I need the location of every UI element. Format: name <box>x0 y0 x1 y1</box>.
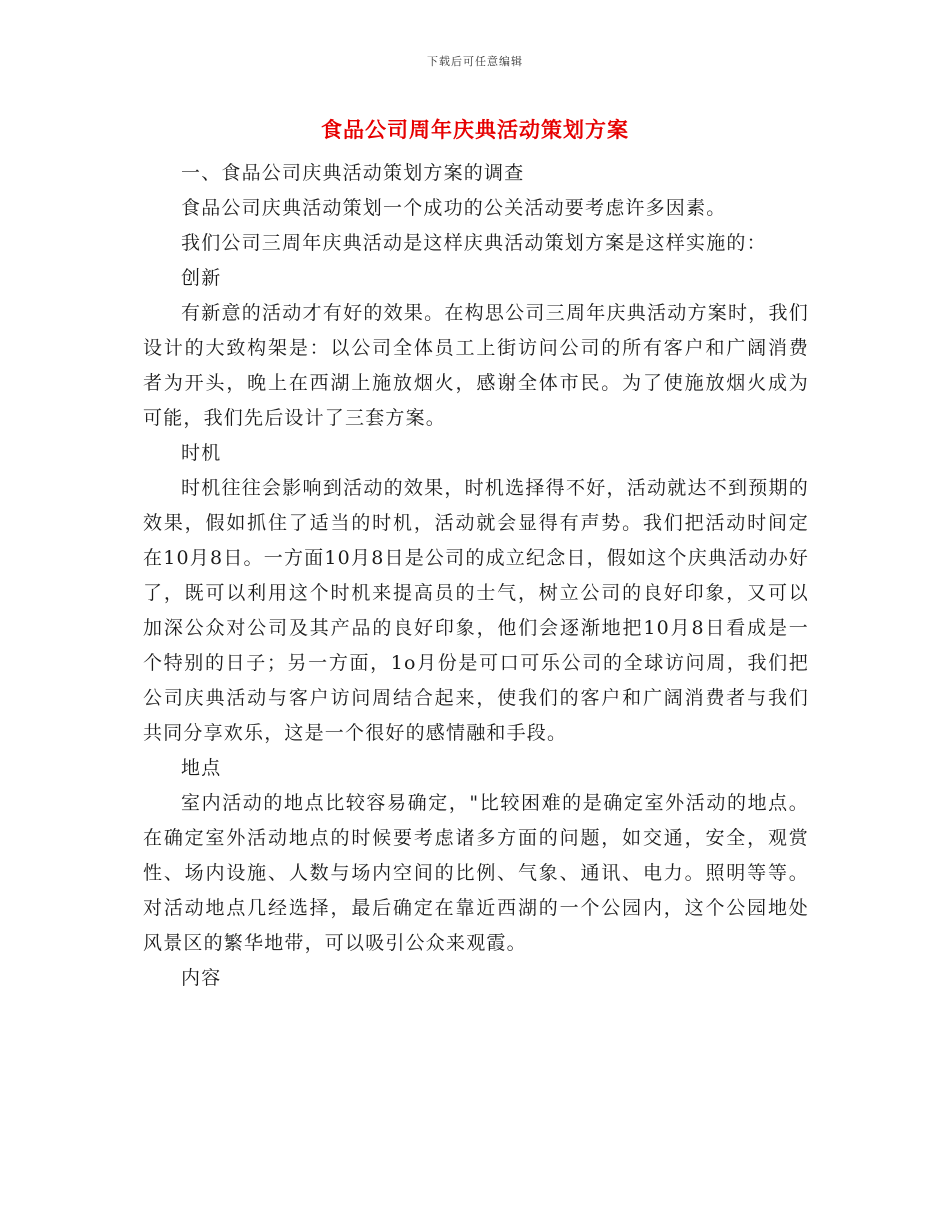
section-heading-survey: 一、食品公司庆典活动策划方案的调查 <box>181 162 525 184</box>
document-body <box>143 156 809 996</box>
subheading-innovation: 创新 <box>181 267 222 289</box>
paragraph-timing: 时机往往会影响到活动的效果，时机选择得不好，活动就达不到预期的效果，假如抓住了适当的时机，活动就会显得有声势。我们把活动时间定在10月8日。一方面10月8日是公司的成立纪念日，假如这个庆典活动办好了，既可以利用这个时机来提高员的士气，树立公司的良好印象，又可以加深公众对公司及其产品的良好印象，他们会逐渐地把10月8日看成是一个特别的日子；另一方面，1o月份是可口可乐公司的全球访问周，我们把公司庆典活动与客户访问周结合起来，使我们的客户和广阔消费者与我们共同分享欢乐，这是一个很好的感情融和手段。 <box>143 477 809 744</box>
header-note: 下载后可任意编辑 <box>427 55 523 68</box>
document-title: 食品公司周年庆典活动策划方案 <box>321 117 629 142</box>
subheading-location: 地点 <box>181 757 222 779</box>
paragraph-innovation: 有新意的活动才有好的效果。在构思公司三周年庆典活动方案时，我们设计的大致构架是：以公司全体员工上街访问公司的所有客户和广阔消费者为开头，晚上在西湖上施放烟火，感谢全体市民。为了使施放烟火成为可能，我们先后设计了三套方案。 <box>143 302 809 429</box>
subheading-content: 内容 <box>181 967 222 989</box>
paragraph-location: 室内活动的地点比较容易确定，"比较困难的是确定室外活动的地点。在确定室外活动地点的时候要考虑诸多方面的问题，如交通，安全，观赏性、场内设施、人数与场内空间的比例、气象、通讯、电力。照明等等。对活动地点几经选择，最后确定在靠近西湖的一个公园内，这个公园地处风景区的繁华地带，可以吸引公众来观霞。 <box>143 792 809 954</box>
paragraph-implementation: 我们公司三周年庆典活动是这样庆典活动策划方案是这样实施的： <box>181 232 767 254</box>
paragraph-intro: 食品公司庆典活动策划一个成功的公关活动要考虑许多因素。 <box>181 197 727 219</box>
subheading-timing: 时机 <box>181 442 222 464</box>
